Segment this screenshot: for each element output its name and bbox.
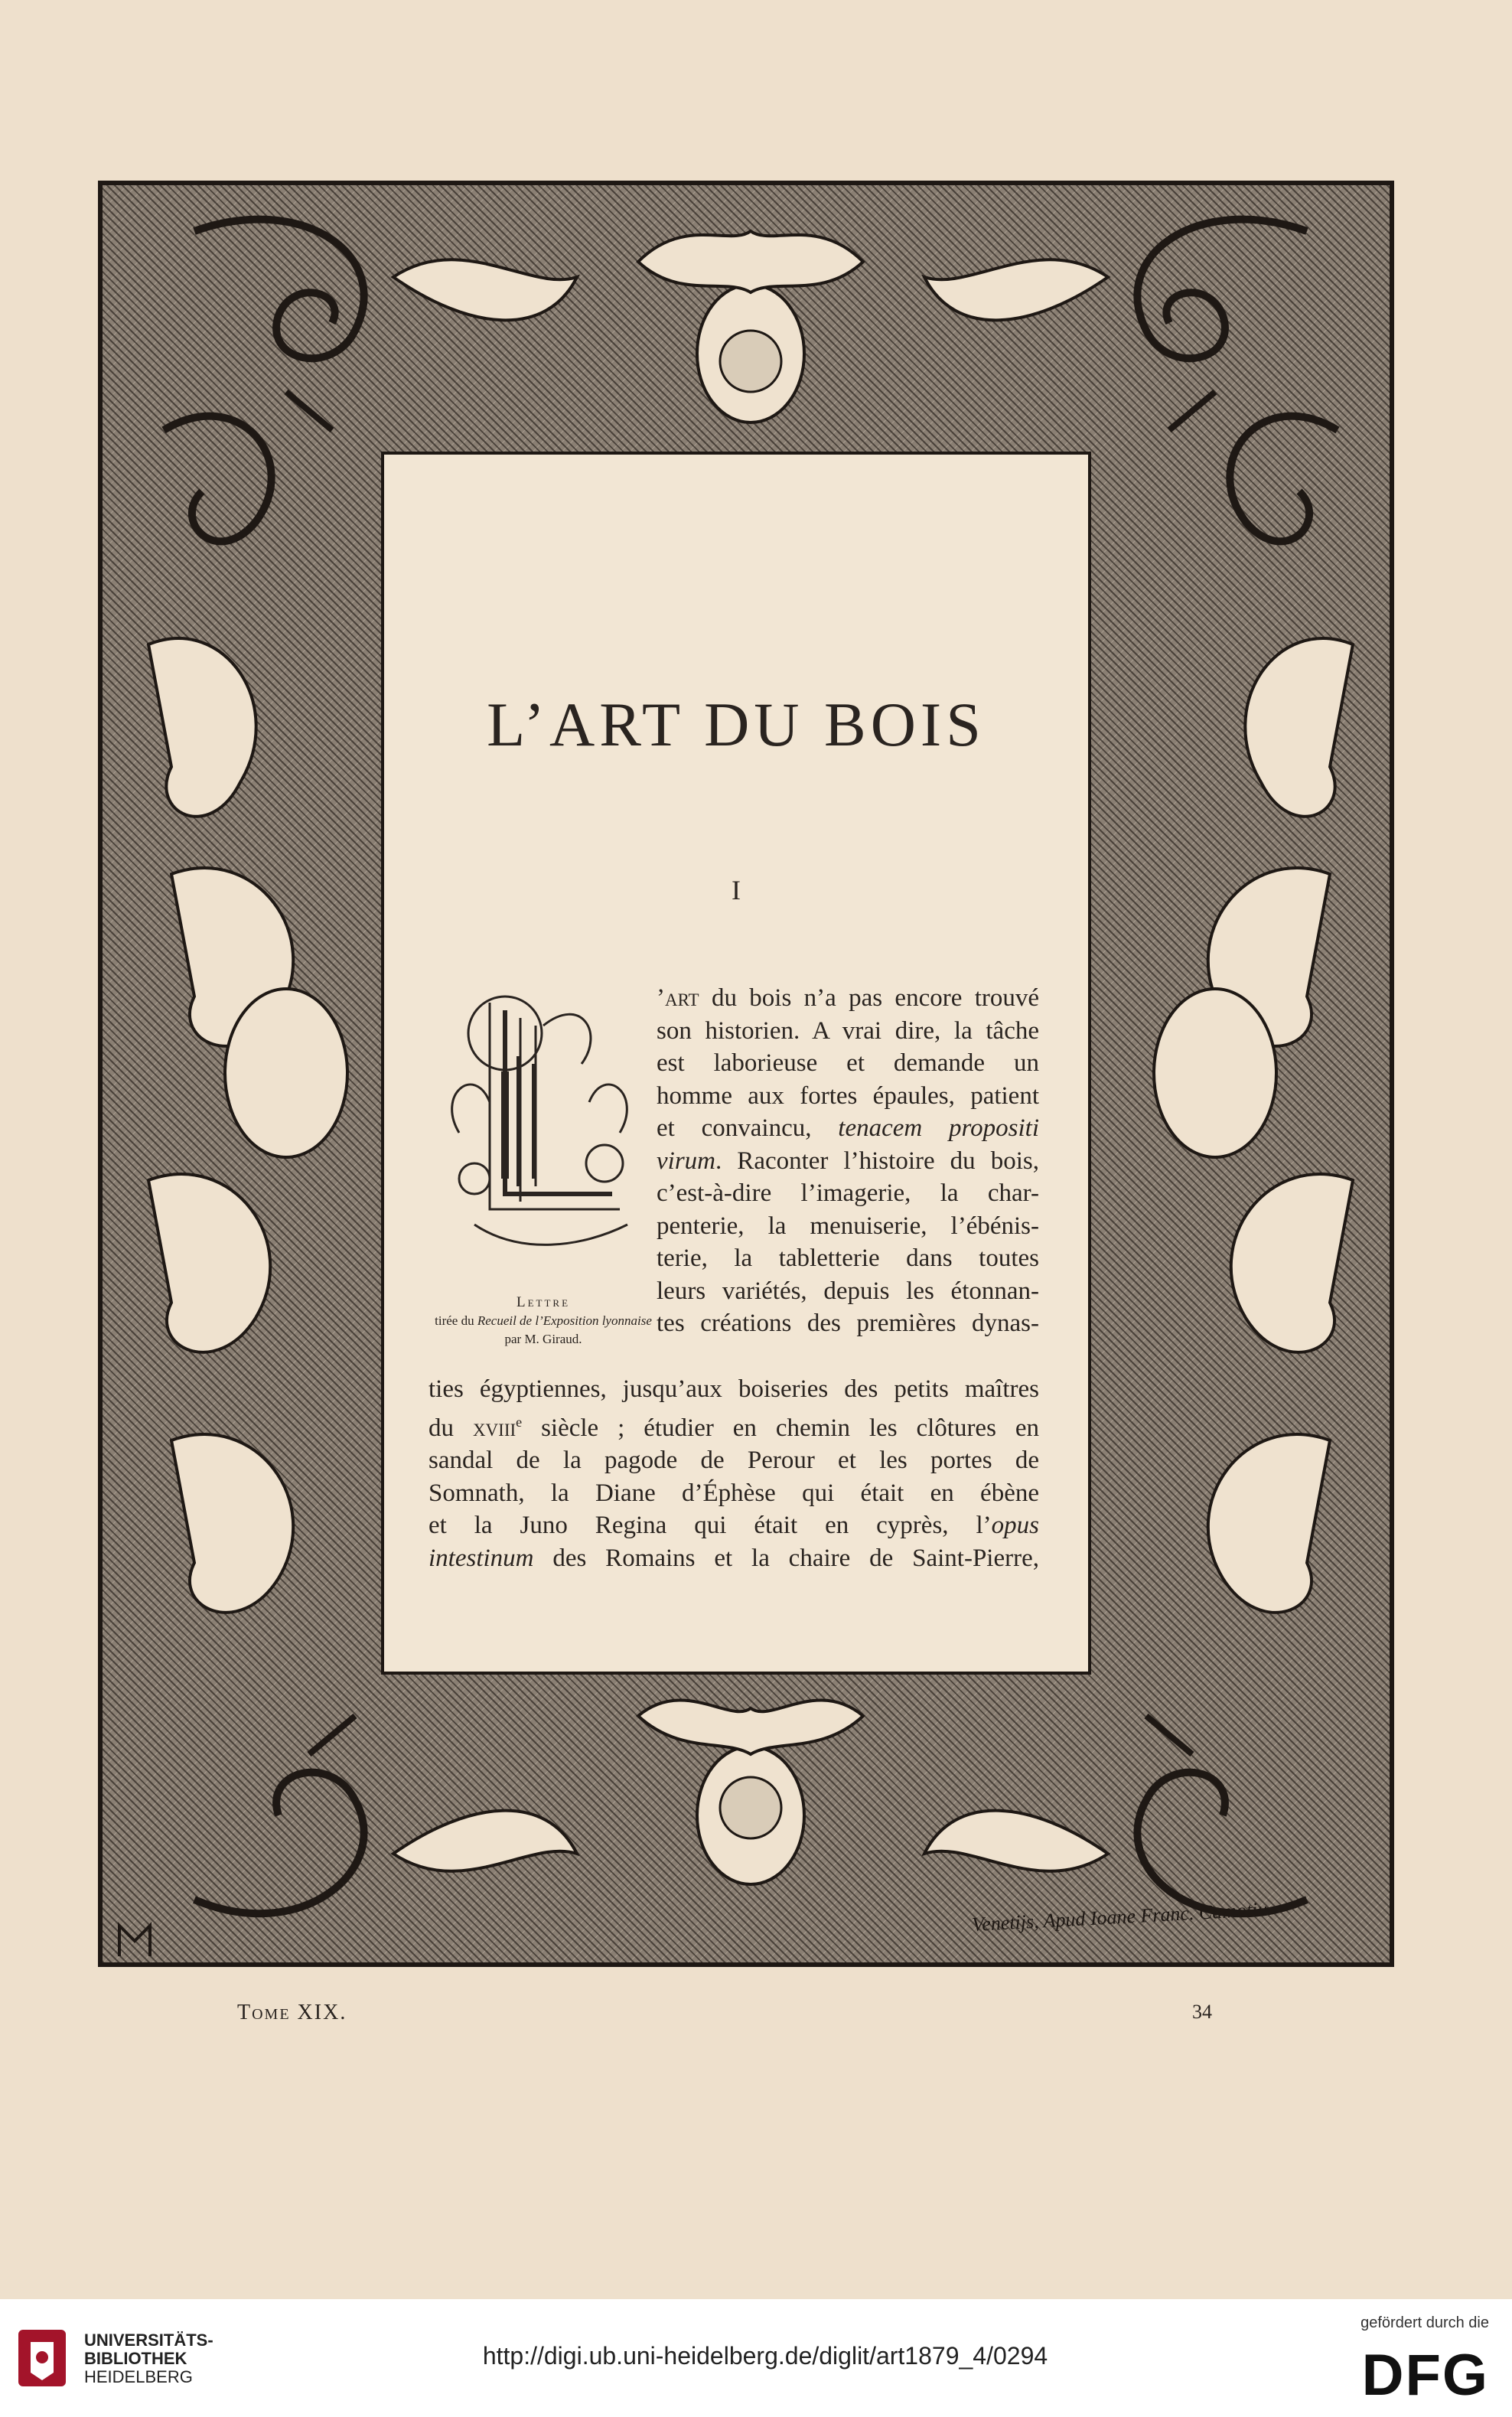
decorated-initial-l (429, 980, 650, 1263)
opening-paragraph (657, 982, 1039, 1340)
text-line: et convaincu, tenacem propositi (657, 1114, 1039, 1142)
text-line: intestinum des Romains et la chaire de Saint-Pierre, (429, 1544, 1039, 1572)
text-line: virum. Raconter l’histoire du bois, (657, 1147, 1039, 1175)
text-line: du xviii$^e$ siècle ; étudier en chemin les clôtures en (429, 1414, 1039, 1442)
text-line: leurs variétés, depuis les étonnan- (657, 1277, 1039, 1305)
initial-caption (383, 1293, 704, 1349)
caption-source: tirée du Recueil de l’Exposition lyonnaise (435, 1313, 652, 1328)
text-line: est laborieuse et demande un (657, 1049, 1039, 1077)
caption-author: par M. Giraud. (504, 1332, 582, 1346)
text-line: c’est-à-dire l’imagerie, la char- (657, 1179, 1039, 1207)
text-line: Somnath, la Diane d’Éphèse qui était en ébène (429, 1479, 1039, 1507)
text-line: ’art du bois n’a pas encore trouvé (657, 984, 1039, 1012)
caption-title: Lettre (516, 1294, 571, 1310)
dfg-logo[interactable]: DFG (1361, 2343, 1489, 2408)
text-line: et la Juno Regina qui était en cyprès, l’opus (429, 1512, 1039, 1539)
text-line: penterie, la menuiserie, l’ébénis- (657, 1212, 1039, 1240)
article-title: L’ART DU BOIS (487, 690, 986, 759)
text-line: tes créations des premières dynas- (657, 1310, 1039, 1337)
text-line: ties égyptiennes, jusqu’aux boiseries des petits maîtres (429, 1375, 1039, 1403)
continuation-paragraph (429, 1373, 1039, 1574)
library-footer (0, 2299, 1512, 2417)
funding-label: gefördert durch die (1360, 2314, 1489, 2331)
volume-label: Tome XIX. (237, 2001, 347, 2024)
page-folio: 34 (1192, 2001, 1212, 2023)
section-number: I (732, 875, 741, 905)
engraver-monogram-icon (112, 1918, 158, 1964)
library-name[interactable]: UNIVERSITÄTS- BIBLIOTHEK HEIDELBERG (84, 2331, 213, 2386)
text-line: son historien. A vrai dire, la tâche (657, 1016, 1039, 1045)
permalink-url[interactable]: http://digi.ub.uni-heidelberg.de/diglit/art1879_4/0294 (482, 2342, 1048, 2370)
engraver-inscription: Venetijs, Apud Ioane Franc. Camotiu (971, 1897, 1269, 1936)
text-line: sandal de la pagode de Perour et les portes de (429, 1447, 1039, 1474)
text-line: homme aux fortes épaules, patient (657, 1081, 1039, 1110)
text-line: terie, la tabletterie dans toutes (657, 1244, 1039, 1272)
university-seal-icon[interactable] (15, 2327, 69, 2389)
